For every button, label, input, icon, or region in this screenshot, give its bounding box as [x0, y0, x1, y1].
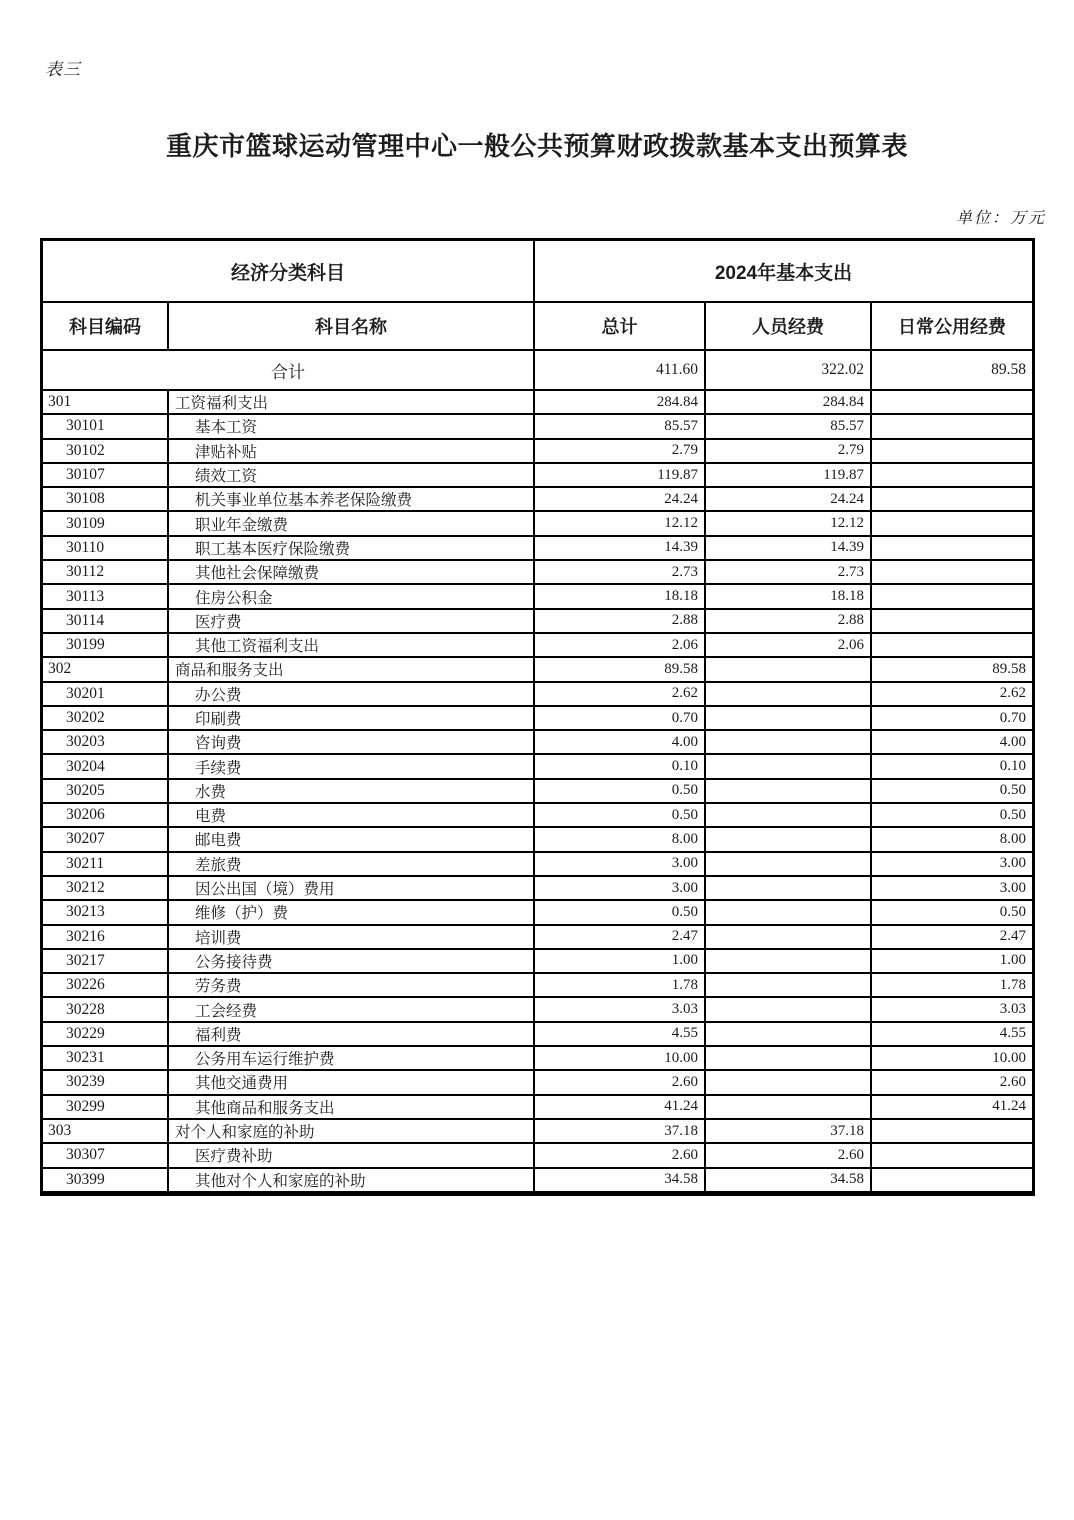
- subject-name-cell: 津贴补贴: [169, 440, 535, 462]
- subject-code-cell: 30213: [43, 901, 169, 923]
- total-value-cell: 4.00: [535, 731, 706, 753]
- personnel-value-cell: [706, 877, 872, 899]
- total-value-cell: 37.18: [535, 1120, 706, 1142]
- daily-value-cell: 3.00: [999, 879, 1026, 896]
- daily-value-cell: 0.10: [999, 758, 1026, 775]
- total-value-cell: 4.55: [535, 1023, 706, 1045]
- subject-code-cell: 301: [43, 391, 169, 413]
- header-2024-basic-expenditure: 2024年基本支出: [714, 262, 853, 284]
- personnel-value-cell: [706, 804, 872, 826]
- daily-value-cell: 8.00: [999, 830, 1026, 847]
- subject-code-cell: 30110: [43, 537, 169, 559]
- subject-name-cell: 因公出国（境）费用: [169, 877, 535, 899]
- subject-code-cell: 30211: [43, 853, 169, 875]
- table-row: [43, 585, 1032, 609]
- subject-name-cell: 印刷费: [169, 707, 535, 729]
- total-value-cell: 0.70: [535, 707, 706, 729]
- subject-code-cell: 30203: [43, 731, 169, 753]
- personnel-value-cell: 2.79: [706, 440, 872, 462]
- personnel-value-cell: [706, 853, 872, 875]
- total-value-cell: 2.73: [535, 561, 706, 583]
- table-row: [43, 853, 1032, 877]
- daily-value-cell: 0.70: [999, 709, 1026, 726]
- table-row: [43, 440, 1032, 464]
- personnel-value-cell: [706, 731, 872, 753]
- subject-name-cell: 水费: [169, 780, 535, 802]
- daily-value-cell: 4.55: [999, 1025, 1026, 1042]
- total-value-cell: 12.12: [535, 512, 706, 534]
- total-value-cell: 0.50: [535, 901, 706, 923]
- personnel-value-cell: [706, 974, 872, 996]
- total-value-cell: 2.47: [535, 926, 706, 948]
- column-header-total: 总计: [535, 303, 706, 349]
- total-value-cell: 0.10: [535, 755, 706, 777]
- table-row: [43, 488, 1032, 512]
- grand-total-value: 411.60: [535, 351, 706, 389]
- personnel-value-cell: [706, 901, 872, 923]
- daily-value-cell: 1.78: [999, 976, 1026, 993]
- subject-name-cell: 其他交通费用: [169, 1071, 535, 1093]
- table-row: [43, 537, 1032, 561]
- personnel-value-cell: 18.18: [706, 585, 872, 607]
- table-row: [43, 804, 1032, 828]
- daily-value-cell: 3.00: [999, 855, 1026, 872]
- subject-name-cell: 公务用车运行维护费: [169, 1047, 535, 1069]
- total-value-cell: 1.78: [535, 974, 706, 996]
- subject-code-cell: 30113: [43, 585, 169, 607]
- grand-total-label: 合计: [43, 351, 535, 389]
- daily-value-cell: 1.00: [999, 952, 1026, 969]
- table-row: [43, 561, 1032, 585]
- daily-value-cell: [872, 1120, 1032, 1142]
- table-row: [43, 755, 1032, 779]
- column-header-subject-code: 科目编码: [43, 303, 169, 349]
- total-value-cell: 8.00: [535, 828, 706, 850]
- subject-name-cell: 绩效工资: [169, 464, 535, 486]
- table-row: [43, 1120, 1032, 1144]
- header-economic-classification: 经济分类科目: [43, 241, 535, 301]
- subject-code-cell: 30199: [43, 634, 169, 656]
- total-value-cell: 1.00: [535, 950, 706, 972]
- subject-code-cell: 30109: [43, 512, 169, 534]
- column-header-daily-public-funds: 日常公用经费: [898, 317, 1006, 337]
- subject-code-cell: 30201: [43, 683, 169, 705]
- column-header-personnel-funds: 人员经费: [706, 303, 872, 349]
- subject-name-cell: 其他商品和服务支出: [169, 1096, 535, 1118]
- total-value-cell: 3.03: [535, 998, 706, 1020]
- table-row: [43, 1169, 1032, 1193]
- total-value-cell: 14.39: [535, 537, 706, 559]
- personnel-value-cell: [706, 1023, 872, 1045]
- subject-code-cell: 30212: [43, 877, 169, 899]
- subject-name-cell: 邮电费: [169, 828, 535, 850]
- personnel-value-cell: 24.24: [706, 488, 872, 510]
- daily-value-cell: [872, 610, 1032, 632]
- subject-name-cell: 维修（护）费: [169, 901, 535, 923]
- subject-code-cell: 30206: [43, 804, 169, 826]
- total-value-cell: 2.62: [535, 683, 706, 705]
- daily-value-cell: [872, 1144, 1032, 1166]
- personnel-value-cell: [706, 1096, 872, 1118]
- daily-value-cell: [872, 1169, 1032, 1191]
- table-row: [43, 998, 1032, 1022]
- personnel-value-cell: 2.88: [706, 610, 872, 632]
- daily-value-cell: [872, 561, 1032, 583]
- personnel-value-cell: [706, 658, 872, 680]
- subject-code-cell: 30217: [43, 950, 169, 972]
- table-row: [43, 1096, 1032, 1120]
- total-value-cell: 2.79: [535, 440, 706, 462]
- subject-code-cell: 30108: [43, 488, 169, 510]
- daily-value-cell: 10.00: [992, 1049, 1026, 1066]
- personnel-value-cell: 284.84: [706, 391, 872, 413]
- subject-name-cell: 工会经费: [169, 998, 535, 1020]
- table-row: [43, 974, 1032, 998]
- personnel-value-cell: 12.12: [706, 512, 872, 534]
- daily-value-cell: 4.00: [999, 733, 1026, 750]
- table-row: [43, 1023, 1032, 1047]
- table-column-header-row: [43, 303, 1032, 351]
- subject-name-cell: 工资福利支出: [169, 391, 535, 413]
- daily-value-cell: [872, 585, 1032, 607]
- daily-value-cell: [872, 440, 1032, 462]
- subject-code-cell: 30112: [43, 561, 169, 583]
- subject-code-cell: 30226: [43, 974, 169, 996]
- personnel-value-cell: [706, 1071, 872, 1093]
- personnel-value-cell: [706, 998, 872, 1020]
- total-value-cell: 34.58: [535, 1169, 706, 1191]
- table-row: [43, 901, 1032, 925]
- subject-code-cell: 30101: [43, 415, 169, 437]
- total-value-cell: 85.57: [535, 415, 706, 437]
- table-row: [43, 926, 1032, 950]
- total-value-cell: 284.84: [535, 391, 706, 413]
- daily-value-cell: [872, 634, 1032, 656]
- table-group-header-row: [43, 241, 1032, 303]
- subject-name-cell: 电费: [169, 804, 535, 826]
- subject-name-cell: 其他工资福利支出: [169, 634, 535, 656]
- daily-value-cell: 2.62: [999, 685, 1026, 702]
- subject-name-cell: 医疗费: [169, 610, 535, 632]
- total-value-cell: 2.60: [535, 1144, 706, 1166]
- subject-code-cell: 30216: [43, 926, 169, 948]
- daily-value-cell: 89.58: [992, 660, 1026, 677]
- grand-total-daily-value: 89.58: [991, 361, 1026, 378]
- personnel-value-cell: [706, 1047, 872, 1069]
- table-row: [43, 610, 1032, 634]
- personnel-value-cell: 37.18: [706, 1120, 872, 1142]
- daily-value-cell: [872, 391, 1032, 413]
- subject-name-cell: 住房公积金: [169, 585, 535, 607]
- subject-name-cell: 其他对个人和家庭的补助: [169, 1169, 535, 1191]
- table-row: [43, 1071, 1032, 1095]
- total-value-cell: 0.50: [535, 804, 706, 826]
- grand-total-row: [43, 351, 1032, 391]
- table-row: [43, 658, 1032, 682]
- subject-code-cell: 30229: [43, 1023, 169, 1045]
- personnel-value-cell: 34.58: [706, 1169, 872, 1191]
- table-row: [43, 707, 1032, 731]
- table-row: [43, 950, 1032, 974]
- total-value-cell: 3.00: [535, 853, 706, 875]
- personnel-value-cell: [706, 755, 872, 777]
- subject-name-cell: 办公费: [169, 683, 535, 705]
- total-value-cell: 89.58: [535, 658, 706, 680]
- daily-value-cell: 2.60: [999, 1073, 1026, 1090]
- daily-value-cell: 0.50: [999, 782, 1026, 799]
- daily-value-cell: [872, 464, 1032, 486]
- daily-value-cell: [872, 512, 1032, 534]
- daily-value-cell: [872, 415, 1032, 437]
- subject-code-cell: 30228: [43, 998, 169, 1020]
- table-row: [43, 877, 1032, 901]
- daily-value-cell: 2.47: [999, 928, 1026, 945]
- table-row: [43, 634, 1032, 658]
- table-row: [43, 415, 1032, 439]
- total-value-cell: 10.00: [535, 1047, 706, 1069]
- subject-code-cell: 30399: [43, 1169, 169, 1191]
- table-row: [43, 780, 1032, 804]
- total-value-cell: 2.88: [535, 610, 706, 632]
- subject-code-cell: 30202: [43, 707, 169, 729]
- table-row: [43, 464, 1032, 488]
- personnel-value-cell: 2.06: [706, 634, 872, 656]
- personnel-value-cell: [706, 707, 872, 729]
- subject-code-cell: 30299: [43, 1096, 169, 1118]
- subject-code-cell: 30204: [43, 755, 169, 777]
- subject-name-cell: 对个人和家庭的补助: [169, 1120, 535, 1142]
- subject-code-cell: 30107: [43, 464, 169, 486]
- personnel-value-cell: 119.87: [706, 464, 872, 486]
- total-value-cell: 2.60: [535, 1071, 706, 1093]
- total-value-cell: 0.50: [535, 780, 706, 802]
- subject-code-cell: 30239: [43, 1071, 169, 1093]
- total-value-cell: 2.06: [535, 634, 706, 656]
- subject-code-cell: 30114: [43, 610, 169, 632]
- subject-name-cell: 培训费: [169, 926, 535, 948]
- column-header-subject-name: 科目名称: [169, 303, 535, 349]
- personnel-value-cell: 85.57: [706, 415, 872, 437]
- table-row: [43, 731, 1032, 755]
- total-value-cell: 3.00: [535, 877, 706, 899]
- subject-name-cell: 医疗费补助: [169, 1144, 535, 1166]
- daily-value-cell: 3.03: [999, 1001, 1026, 1018]
- daily-value-cell: [872, 488, 1032, 510]
- subject-code-cell: 302: [43, 658, 169, 680]
- personnel-value-cell: 2.73: [706, 561, 872, 583]
- total-value-cell: 18.18: [535, 585, 706, 607]
- personnel-value-cell: 2.60: [706, 1144, 872, 1166]
- subject-code-cell: 30207: [43, 828, 169, 850]
- subject-name-cell: 机关事业单位基本养老保险缴费: [169, 488, 535, 510]
- table-row: [43, 828, 1032, 852]
- daily-value-cell: 0.50: [999, 806, 1026, 823]
- subject-name-cell: 职业年金缴费: [169, 512, 535, 534]
- subject-code-cell: 303: [43, 1120, 169, 1142]
- subject-name-cell: 咨询费: [169, 731, 535, 753]
- table-row: [43, 683, 1032, 707]
- table-row: [43, 1047, 1032, 1071]
- subject-name-cell: 手续费: [169, 755, 535, 777]
- total-value-cell: 24.24: [535, 488, 706, 510]
- unit-label: 单位：万元: [955, 210, 1046, 227]
- grand-total-personnel-value: 322.02: [706, 351, 872, 389]
- subject-name-cell: 劳务费: [169, 974, 535, 996]
- subject-name-cell: 差旅费: [169, 853, 535, 875]
- table-row: [43, 391, 1032, 415]
- personnel-value-cell: [706, 780, 872, 802]
- subject-code-cell: 30307: [43, 1144, 169, 1166]
- subject-name-cell: 职工基本医疗保险缴费: [169, 537, 535, 559]
- subject-name-cell: 基本工资: [169, 415, 535, 437]
- table-row: [43, 512, 1032, 536]
- subject-code-cell: 30231: [43, 1047, 169, 1069]
- subject-code-cell: 30102: [43, 440, 169, 462]
- table-row: [43, 1144, 1032, 1168]
- budget-table: [40, 238, 1035, 1196]
- personnel-value-cell: 14.39: [706, 537, 872, 559]
- daily-value-cell: 0.50: [999, 903, 1026, 920]
- page-title: 重庆市篮球运动管理中心一般公共预算财政拨款基本支出预算表: [165, 132, 908, 161]
- subject-name-cell: 商品和服务支出: [169, 658, 535, 680]
- total-value-cell: 119.87: [535, 464, 706, 486]
- table-body: [43, 391, 1032, 1193]
- personnel-value-cell: [706, 683, 872, 705]
- subject-name-cell: 公务接待费: [169, 950, 535, 972]
- total-value-cell: 41.24: [535, 1096, 706, 1118]
- subject-name-cell: 其他社会保障缴费: [169, 561, 535, 583]
- subject-name-cell: 福利费: [169, 1023, 535, 1045]
- doc-tag: 表三: [45, 60, 81, 79]
- daily-value-cell: [872, 537, 1032, 559]
- personnel-value-cell: [706, 950, 872, 972]
- subject-code-cell: 30205: [43, 780, 169, 802]
- personnel-value-cell: [706, 828, 872, 850]
- personnel-value-cell: [706, 926, 872, 948]
- daily-value-cell: 41.24: [992, 1098, 1026, 1115]
